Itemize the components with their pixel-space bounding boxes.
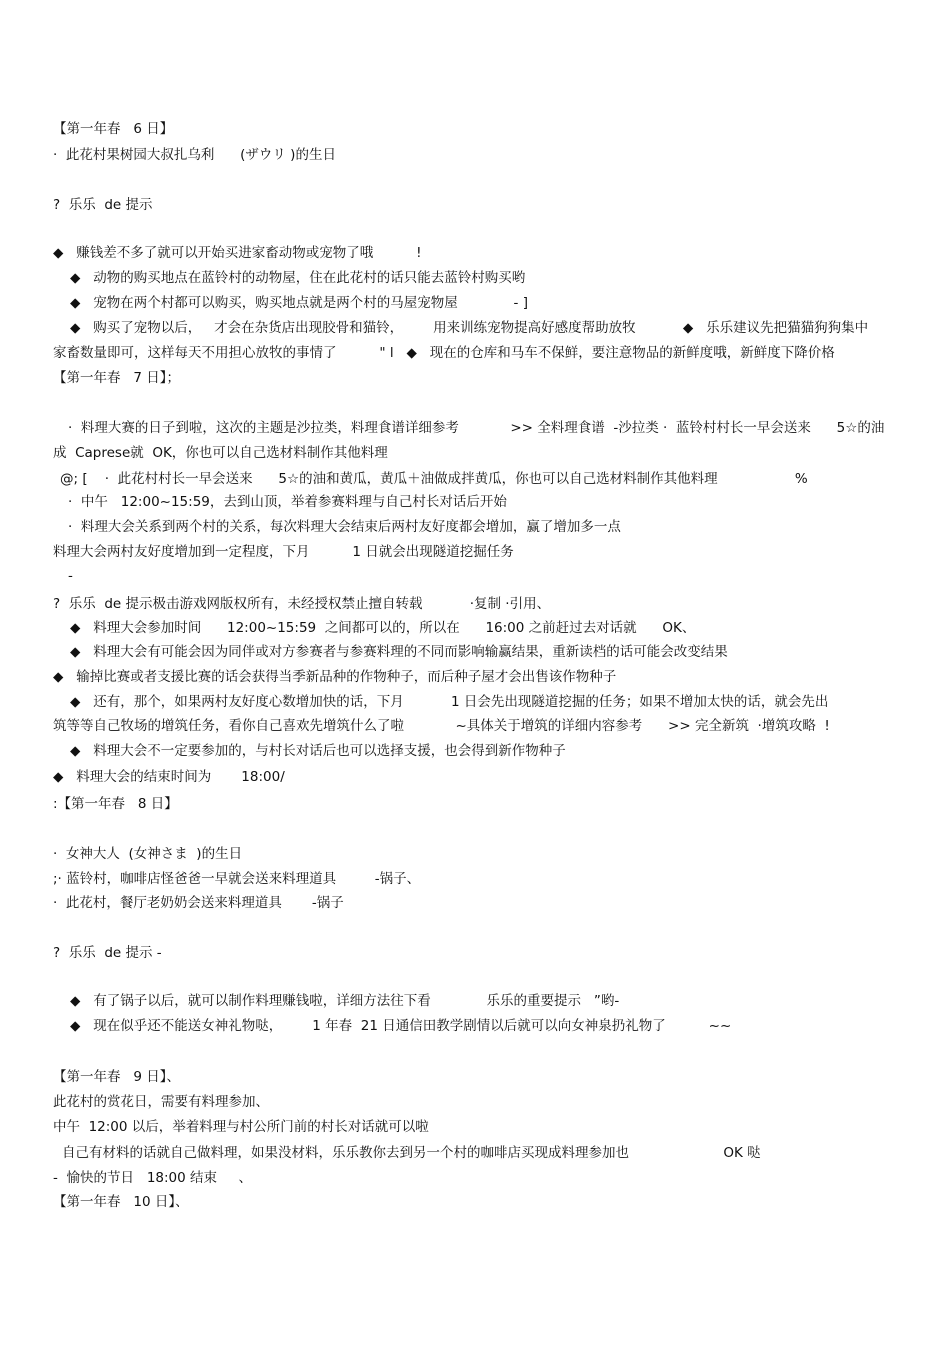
text-line: @; [ · 此花村村长一早会送来 5☆的油和黄瓜，黄瓜＋油做成拌黄瓜，你也可以自己选材料制作其他料理 % [60, 471, 808, 487]
bullet-line: ◆ 料理大会有可能会因为同伴或对方参赛者与参赛料理的不同而影响输赢结果，重新读档的话可能会改变结果 [70, 644, 728, 660]
heading-spring-6: 【第一年春 6 日】 [53, 121, 174, 137]
text-line: · 此花村，餐厅老奶奶会送来料理道具 -锅子 [53, 895, 344, 911]
heading-spring-9: 【第一年春 9 日】、 [53, 1069, 181, 1085]
text-line: 成 Caprese就 OK，你也可以自己选材料制作其他料理 [53, 445, 388, 461]
bullet-line: ◆ 输掉比赛或者支援比赛的话会获得当季新品种的作物种子，而后种子屋才会出售该作物种子 [53, 669, 617, 685]
text-line: 此花村的赏花日，需要有料理参加、 [53, 1094, 269, 1110]
bullet-line: ◆ 宠物在两个村都可以购买，购买地点就是两个村的马屋宠物屋 - ] [70, 295, 528, 311]
bullet-line: ◆ 购买了宠物以后， 才会在杂货店出现胶骨和猫铃， 用来训练宠物提高好感度帮助放牧 ◆ 乐乐建议先把猫猫狗狗集中 [70, 320, 869, 336]
bullet-line: ◆ 料理大会不一定要参加的，与村长对话后也可以选择支援，也会得到新作物种子 [70, 743, 566, 759]
bullet-line: ◆ 动物的购买地点在蓝铃村的动物屋，住在此花村的话只能去蓝铃村购买哟 [70, 270, 526, 286]
heading-spring-8: :【第一年春 8 日】 [53, 796, 178, 812]
bullet-line: ◆ 料理大会参加时间 12:00~15:59 之间都可以的，所以在 16:00 之前赶过去对话就 OK、 [70, 620, 696, 636]
bullet-line: ◆ 现在似乎还不能送女神礼物哒， 1 年春 21 日通信田教学剧情以后就可以向女神泉扔礼物了 ~~ [70, 1018, 732, 1034]
tip-heading: ? 乐乐 de 提示 [53, 197, 153, 213]
bullet-line: 家畜数量即可，这样每天不用担心放牧的事情了 " l ◆ 现在的仓库和马车不保鲜，要注意物品的新鲜度哦，新鲜度下降价格 [53, 345, 835, 361]
text-line: ;· 蓝铃村，咖啡店怪爸爸一早就会送来料理道具 -锅子、 [53, 871, 421, 887]
text-line: 自己有材料的话就自己做料理，如果没材料，乐乐教你去到另一个村的咖啡店买现成料理参加也 OK 哒 [62, 1145, 761, 1161]
text-line: · 料理大会关系到两个村的关系，每次料理大会结束后两村友好度都会增加，赢了增加多一点 [68, 519, 621, 535]
text-line: - 愉快的节日 18:00 结束 、 [53, 1170, 252, 1186]
heading-spring-7: 【第一年春 7 日】； [53, 370, 181, 386]
text-line: 筑等等自己牧场的增筑任务，看你自己喜欢先增筑什么了啦 ~具体关于增筑的详细内容参考 >> 完全新筑 ·增筑攻略 ! [53, 718, 830, 734]
tip-heading: ? 乐乐 de 提示 - [53, 945, 162, 961]
text-line: - [68, 568, 73, 584]
bullet-line: ◆ 有了锅子以后，就可以制作料理赚钱啦，详细方法往下看 乐乐的重要提示 ”哟- [70, 993, 620, 1009]
text-line: · 女神大人 (女神さま )的生日 [53, 846, 243, 862]
bullet-line: ◆ 还有，那个，如果两村友好度心数增加快的话，下月 1 日会先出现隧道挖掘的任务；如果不增加太快的话，就会先出 [70, 694, 829, 710]
text-line: · 料理大赛的日子到啦，这次的主题是沙拉类，料理食谱详细参考 >> 全料理食谱 -沙拉类 · 蓝铃村村长一早会送来 5☆的油 [68, 420, 885, 436]
text-line: · 中午 12:00~15:59，去到山顶，举着参赛料理与自己村长对话后开始 [68, 494, 507, 510]
text-line: · 此花村果树园大叔扎乌利 (ザウリ )的生日 [53, 147, 336, 163]
tip-heading: ? 乐乐 de 提示极击游戏网版权所有，未经授权禁止擅自转载 ·复制 ·引用、 [53, 596, 551, 612]
text-line: 中午 12:00 以后，举着料理与村公所门前的村长对话就可以啦 [53, 1119, 429, 1135]
bullet-line: ◆ 赚钱差不多了就可以开始买进家畜动物或宠物了哦 ! [53, 245, 422, 261]
text-line: 料理大会两村友好度增加到一定程度，下月 1 日就会出现隧道挖掘任务 [53, 544, 514, 560]
bullet-line: ◆ 料理大会的结束时间为 18:00/ [53, 769, 285, 785]
heading-spring-10: 【第一年春 10 日】、 [53, 1194, 189, 1210]
